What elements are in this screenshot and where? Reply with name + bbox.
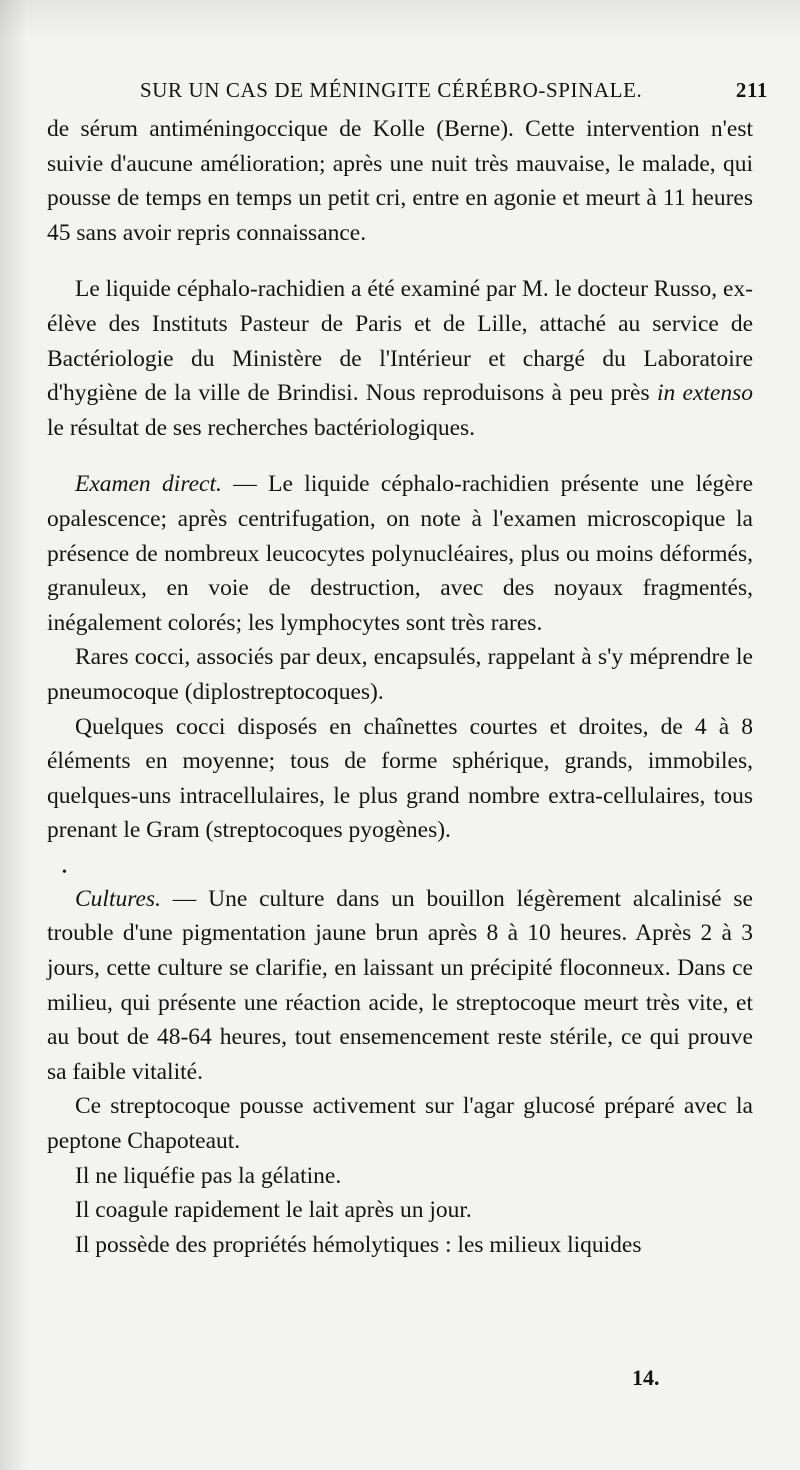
paragraph-text: — Le liquide céphalo-rachidien présente une légère opalescence; après centrifugation, on note à l'examen microscopique la présence de nombreux leucocytes polynucléaires, plus ou moins déformés, granuleux, en voie de destruction, avec des noyaux fragmentés, inégalement colorés; les lymphocytes sont très rares.: [47, 471, 753, 636]
ink-speck: •: [62, 864, 67, 880]
paragraph-quelques-cocci: [47, 710, 753, 848]
paragraph-text: Le liquide céphalo-rachidien a été examiné par M. le docteur Russo, ex-élève des Instituts Pasteur de Paris et de Lille, attaché au service de Bactériologie du Ministère de l'Intérieur et chargé du Laboratoire d'hygiène de la ville de Brindisi. Nous reproduisons à peu près: [47, 276, 753, 407]
paragraph-text: Il possède des propriétés hémolytiques : les milieux liquides: [75, 1231, 642, 1258]
paragraph-cultures: [47, 882, 753, 1090]
paragraph-continuation: [47, 112, 753, 250]
paragraph-gap: [47, 250, 753, 272]
paragraph-text: de sérum antiméningoccique de Kolle (Berne). Cette intervention n'est suivie d'aucune amélioration; après une nuit très mauvaise, le malade, qui pousse de temps en temps un petit cri, entre en agonie et meurt à 11 heures 45 sans avoir repris connaissance.: [47, 116, 753, 246]
paragraph-text: le résultat de ses recherches bactériologiques.: [47, 414, 476, 441]
page-number: 211: [735, 78, 768, 102]
paragraph-rares-cocci: [47, 640, 753, 709]
section-lead-italic: Examen direct.: [75, 471, 222, 498]
paragraph-analysis-intro: [47, 272, 753, 445]
italic-phrase: in extenso: [656, 380, 753, 407]
paragraph-text: Rares cocci, associés par deux, encapsulés, rappelant à s'y méprendre le pneumocoque (diplostreptocoques).: [47, 644, 753, 705]
paragraph-gap: [47, 445, 753, 467]
running-header: [140, 78, 768, 108]
paragraph-text: Il ne liquéfie pas la gélatine.: [75, 1162, 342, 1189]
running-title: SUR UN CAS DE MÉNINGITE CÉRÉBRO-SPINALE.: [140, 78, 643, 102]
paragraph-text: Ce streptocoque pousse activement sur l'agar glucosé préparé avec la peptone Chapoteaut.: [47, 1093, 753, 1155]
paragraph-text: — Une culture dans un bouillon légèrement alcalinisé se trouble d'une pigmentation jaune brun après 8 à 10 heures. Après 2 à 3 jours, cette culture se clarifie, en laissant un précipité floconneux. Dans ce milieu, qui présente une réaction acide, le streptocoque meurt très vite, et au bout de 48-64 heures, tout ensemencement reste stérile, ce qui prouve sa faible vitalité.: [47, 885, 753, 1085]
paragraph-text: Quelques cocci disposés en chaînettes courtes et droites, de 4 à 8 éléments en moyenne; tous de forme sphérique, grands, immobiles, quelques-uns intracellulaires, le plus grand nombre extra-cellulaires, tous prenant le Gram (streptocoques pyogènes).: [47, 713, 753, 844]
paragraph-gelatine: [47, 1159, 753, 1194]
paragraph-hemolytiques: [47, 1228, 753, 1263]
paragraph-lait: [47, 1193, 753, 1228]
signature-mark: 14.: [632, 1365, 660, 1390]
paragraph-text: Il coagule rapidement le lait après un jour.: [75, 1197, 472, 1224]
paragraph-agar: [47, 1089, 753, 1158]
section-lead-italic: Cultures.: [75, 885, 161, 912]
body-text: [47, 112, 753, 1262]
paragraph-examen-direct: [47, 467, 753, 640]
